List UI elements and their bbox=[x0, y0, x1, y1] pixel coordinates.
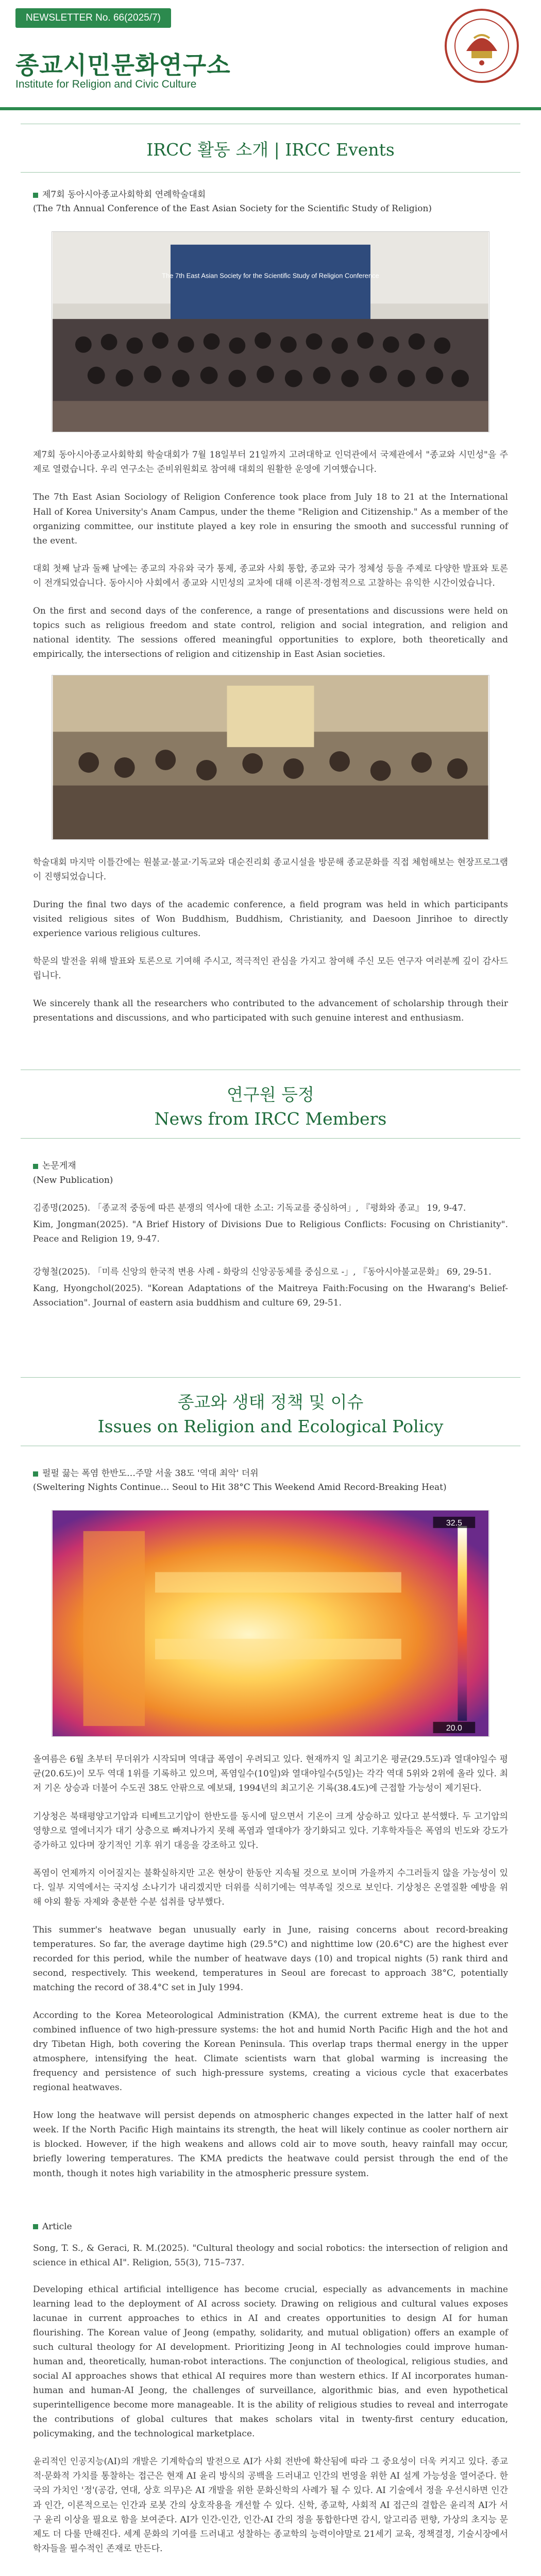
events-subhead-en: (The 7th Annual Conference of the East Asian Society for the Scientific Study of Religion) bbox=[33, 204, 432, 214]
publication-en: Kim, Jongman(2025). "A Brief History of Divisions Due to Religious Conflicts: Focusing on Christianity". Peace and Religion 19, 9-47. bbox=[33, 1219, 508, 1244]
events-p4-ko: 학문의 발전을 위해 발표와 토론으로 기여해 주시고, 적극적인 관심을 가지고 참여해 주신 모든 연구자 여러분께 깊이 감사드립니다. bbox=[33, 956, 508, 981]
events-p2-ko: 대회 첫째 날과 둘째 날에는 종교의 자유와 국가 통제, 종교와 사회 통합, 종교와 국가 정체성 등을 주제로 다양한 발표와 토론이 전개되었습니다. 동아시아 사회에서 종교와 시민성의 교차에 대해 이론적·경험적으로 고찰하는 유익한 시간이었습니다. bbox=[33, 563, 508, 588]
institute-logo bbox=[443, 7, 520, 84]
events-title: IRCC 활동 소개 | IRCC Events bbox=[146, 140, 395, 160]
article-subhead-label: Article bbox=[42, 2221, 72, 2232]
bullet-square-icon bbox=[33, 1164, 38, 1169]
publication-item bbox=[33, 1265, 508, 1310]
events-p3-ko: 학술대회 마지막 이틀간에는 원불교·불교·기독교와 대순진리회 종교시설을 방문해 종교문화를 직접 체험해보는 현장프로그램이 진행되었습니다. bbox=[33, 857, 508, 882]
thermal-max-label: 32.5 bbox=[446, 1519, 462, 1528]
events-p1-ko: 제7회 동아시아종교사회학회 학술대회가 7월 18일부터 21일까지 고려대학교 인덕관에서 국제관에서 "종교와 시민성"을 주제로 열렸습니다. 우리 연구소는 준비위원회로 참여해 대회의 원활한 운영에 기여했습니다. bbox=[33, 450, 508, 475]
article-subhead bbox=[33, 2220, 508, 2234]
news-subhead-en: (New Publication) bbox=[33, 1175, 113, 1185]
events-subhead bbox=[33, 188, 508, 202]
org-name-en: Institute for Religion and Civic Culture bbox=[15, 78, 197, 90]
policy-subhead-ko: 펄펄 끓는 폭염 한반도…주말 서울 38도 '역대 최악' 더위 bbox=[42, 1468, 259, 1479]
bullet-square-icon bbox=[33, 1471, 38, 1477]
issue-badge: NEWSLETTER No. 66(2025/7) bbox=[15, 8, 171, 28]
header bbox=[0, 0, 541, 113]
policy-p3-ko: 폭염이 언제까지 이어질지는 불확실하지만 고온 현상이 한동안 지속될 것으로 보이며 가을까지 수그러들지 않을 가능성이 있다. 일부 지역에서는 국지성 소나기가 내리겠지만 더위를 식히기에는 역부족일 것으로 보인다. 기상청은 온열질환 예방을 위해 야외 활동 자제와 충분한 수분 섭취를 당부했다. bbox=[33, 1868, 508, 1907]
conference-group-photo bbox=[52, 231, 489, 432]
article-abstract-ko: 윤리적인 인공지능(AI)의 개발은 기계학습의 발전으로 AI가 사회 전반에 확산됨에 따라 그 중요성이 더욱 커지고 있다. 종교적·문화적 가치를 통찰하는 접근은 현재 AI 윤리 방식의 공백을 드러내고 인간의 번영을 위한 AI 설계 가능성을 열어준다. 한국의 가치인 '정'(공감, 연대, 상호 의무)은 AI 개발을 위한 문화신학의 사례가 될 수 있다. AI 기술에서 정을 우선시하면 인간과 인간, 이론적으로는 인간과 로봇 간의 상호작용을 개선할 수 있다. 신학, 종교학, 사회적 AI 접근의 결합은 윤리적 AI가 서구 윤리 이상을 필요로 함을 보여준다. AI가 인간-인간, 인간-AI 간의 정을 통합한다면 감시, 알고리즘 편향, 가상의 초지능 문제도 더 다룰 만해진다. 세계 문화의 기여를 드러내고 성찰하는 종교학의 능력이야말로 21세기 교육, 정책결정, 기술시장에서 학자들을 필수적인 존재로 만든다. bbox=[33, 2456, 508, 2554]
policy-p2-en: According to the Korea Meteorological Administration (KMA), the current extreme heat is due to the combined influence of two high-pressure systems: the hot and humid North Pacific High and the hot and dry Tibetan High, both covering the Korean Peninsula. This overlap traps thermal energy in the upper atmosphere, intensifying the heat. Climate scientists warn that global warming is increasing the frequency and persistence of such high-pressure systems, creating a vicious cycle that exacerbates regional heatwaves. bbox=[33, 2010, 508, 2093]
publication-ko: 김종명(2025). 「종교적 중동에 따른 분쟁의 역사에 대한 소고: 기독교를 중심하여」, 『평화와 종교』 19, 9-47. bbox=[33, 1202, 466, 1213]
news-title-en: News from IRCC Members bbox=[154, 1109, 387, 1129]
policy-title-en: Issues on Religion and Ecological Policy bbox=[97, 1416, 444, 1437]
article-citation: Song, T. S., & Geraci, R. M.(2025). "Cultural theology and social robotics: the intersection of religion and science in ethical AI". Religion, 55(3), 715–737. bbox=[33, 2243, 508, 2268]
policy-subhead-en: (Sweltering Nights Continue… Seoul to Hit 38°C This Weekend Amid Record-Breaking Heat) bbox=[33, 1482, 447, 1493]
org-name-ko: 종교시민문화연구소 bbox=[15, 52, 231, 80]
events-p3-en: During the final two days of the academic conference, a field program was held in which participants visited religious sites of Won Buddhism, Buddhism, Christianity, and Daesoon Jinrihoe to directly experience various religious cultures. bbox=[33, 900, 508, 939]
bullet-square-icon bbox=[33, 193, 38, 198]
temperature-scale-bar bbox=[458, 1526, 467, 1721]
policy-p2-ko: 기상청은 북태평양고기압과 티베트고기압이 한반도를 동시에 덮으면서 기온이 크게 상승하고 있다고 분석했다. 두 고기압의 영향으로 열에너지가 대기 상층으로 빠져나가지 못해 폭염과 열대야가 장기화되고 있다. 기후학자들은 폭염의 빈도와 강도가 증가하고 있다며 장기적인 기후 위기 대응을 강조하고 있다. bbox=[33, 1811, 508, 1851]
news-subhead-ko: 논문게재 bbox=[42, 1161, 76, 1172]
publication-item bbox=[33, 1201, 508, 1246]
header-rule bbox=[0, 107, 541, 110]
publication-en: Kang, Hyongchol(2025). "Korean Adaptations of the Maitreya Faith:Focusing on the Hwarang's Belief-Association". Journal of eastern asia buddhism and culture 69, 29-51. bbox=[33, 1283, 508, 1308]
thermal-min-label: 20.0 bbox=[446, 1724, 462, 1733]
policy-title-ko: 종교와 생태 정책 및 이슈 bbox=[177, 1392, 364, 1413]
photo-banner-text: The 7th East Asian Society for the Scientific Study of Religion Conference bbox=[162, 272, 379, 280]
policy-subhead bbox=[33, 1467, 508, 1481]
policy-p1-ko: 올여름은 6월 초부터 무더위가 시작되며 역대급 폭염이 우려되고 있다. 현재까지 일 최고기온 평균(29.5도)과 열대야일수 평균(20.6도)이 모두 역대 1위를 기록하고 있으며, 폭염일수(10일)와 열대야일수(5일)는 각각 역대 5위와 2위에 올라 있다. 최저 기온 상승과 더불어 수도권 38도 안팎으로 예보돼, 1994년의 최고기온 기록(38.4도)에 근접할 가능성이 제기된다. bbox=[33, 1754, 508, 1794]
article-abstract-en: Developing ethical artificial intelligence has become crucial, especially as advancements in machine learning lead to the deployment of AI across society. Drawing on religious and cultural values exposes lacunae in current approaches to ethics in AI and creates opportunities to design AI for human flourishing. The Korean value of Jeong (empathy, solidarity, and mutual obligation) offers an example of such cultural theology for AI development. Prioritizing Jeong in AI technologies could improve human-human and, theoretically, human-robot interactions. The conjunction of theological, religious studies, and social AI approaches shows that ethical AI requires more than western ethics. If AI incorporates human-human and human-AI Jeong, the challenges of surveillance, algorithmic bias, and even hypothetical superintelligence become more manageable. It is the ability of religious studies to reveal and interrogate the contributions of global cultures that makes scholars vital in twenty-first century education, policymaking, and the technological marketplace. bbox=[33, 2284, 508, 2439]
policy-p1-en: This summer's heatwave began unusually early in June, raising concerns about record-breaking temperatures. So far, the average daytime high (29.5°C) and nighttime low (20.6°C) are the highest ever recorded for this period, while the number of heatwave days (10) and tropical nights (5) rank third and second, respectively. This weekend, temperatures in Seoul are forecast to approach 38°C, potentially matching the record of 38.4°C set in July 1994. bbox=[33, 1924, 508, 1993]
policy-section bbox=[0, 1377, 541, 2181]
events-p2-en: On the first and second days of the conference, a range of presentations and discussions were held on topics such as religious freedom and state control, religion and social integration, and religion and national identity. The sessions offered meaningful opportunities to explore, both theoretically and empirically, the intersections of religion and citizenship in East Asian societies. bbox=[33, 605, 508, 659]
field-trip-photo bbox=[52, 675, 489, 840]
publication-list bbox=[33, 1201, 508, 1310]
news-section bbox=[0, 1070, 541, 1310]
news-title-ko: 연구원 등정 bbox=[227, 1084, 314, 1105]
events-p4-en: We sincerely thank all the researchers who contributed to the advancement of scholarship through their presentations and discussions, and who participated with such genuine interest and enthusiasm. bbox=[33, 998, 508, 1024]
news-subhead bbox=[33, 1159, 508, 1173]
policy-p3-en: How long the heatwave will persist depends on atmospheric changes expected in the latter half of next week. If the North Pacific High maintains its strength, the heat will likely continue as cooler northern air is blocked. However, if the high weakens and allows cold air to move south, heavy rainfall may occur, briefly lowering temperatures. The KMA predicts the heatwave could persist through the end of the month, though it notes high variability in the atmospheric pressure system. bbox=[33, 2110, 508, 2179]
publication-ko: 강형철(2025). 「미륵 신앙의 한국적 변용 사례 - 화랑의 신앙공동체를 중심으로 -」, 『동아시아불교문화』 69, 29-51. bbox=[33, 1266, 492, 1277]
events-p1-en: The 7th East Asian Sociology of Religion Conference took place from July 18 to 21 at the International Hall of Korea University's Anam Campus, under the theme "Religion and Citizenship." As a member of the organizing committee, our institute played a key role in ensuring the smooth and successful running of the event. bbox=[33, 492, 508, 546]
events-subhead-ko: 제7회 동아시아종교사회학회 연례학술대회 bbox=[42, 190, 206, 200]
events-section bbox=[0, 124, 541, 1025]
article-section bbox=[0, 2210, 541, 2556]
bullet-square-icon bbox=[33, 2224, 38, 2229]
thermal-image bbox=[52, 1510, 489, 1737]
